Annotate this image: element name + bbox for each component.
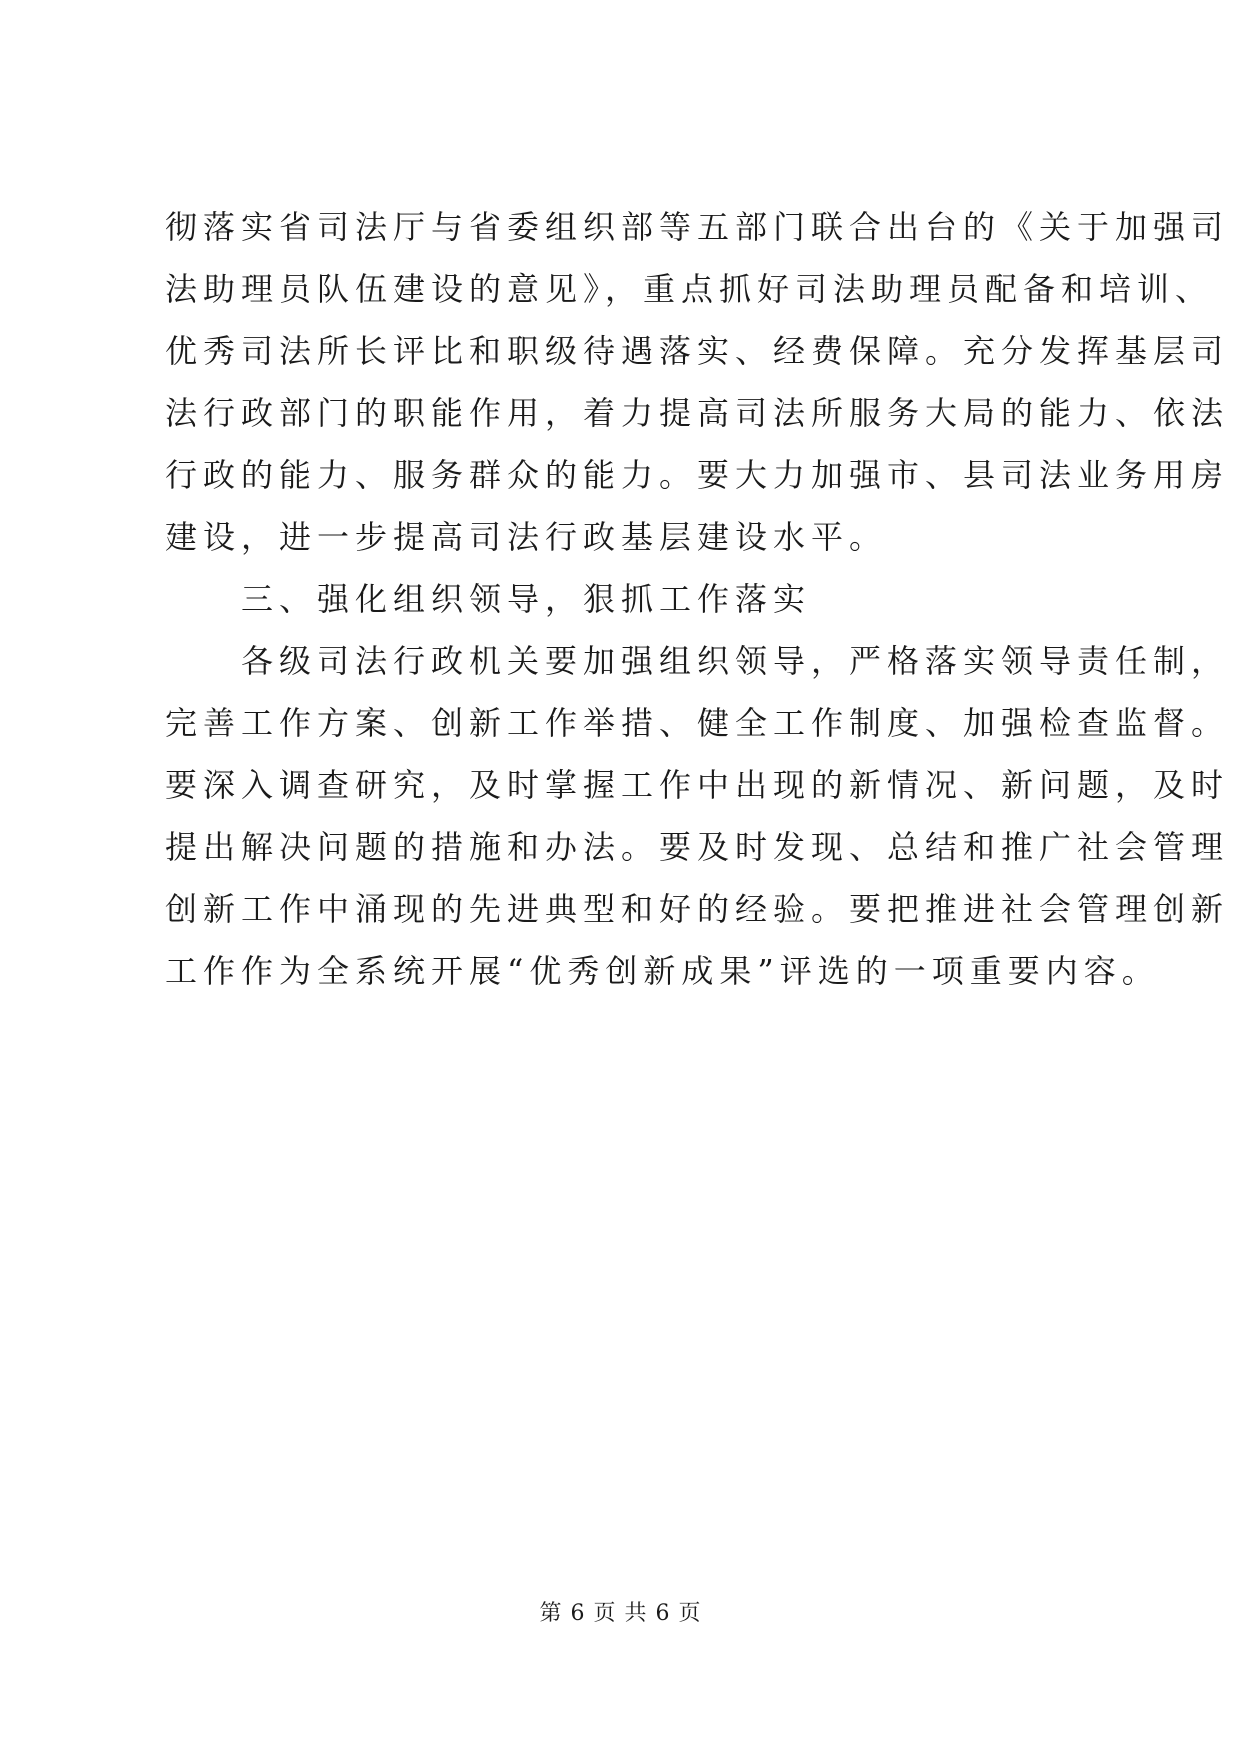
body-line: 完善工作方案、创新工作举措、健全工作制度、加强检查监督。: [165, 704, 1230, 742]
body-line: 法助理员队伍建设的意见》，重点抓好司法助理员配备和培训、: [165, 270, 1214, 308]
body-line: 法行政部门的职能作用，着力提高司法所服务大局的能力、依法: [165, 394, 1230, 432]
body-line: 建设，进一步提高司法行政基层建设水平。: [165, 518, 888, 556]
section-heading: 三、强化组织领导，狠抓工作落实: [165, 580, 812, 618]
body-line: 要深入调查研究，及时掌握工作中出现的新情况、新问题，及时: [165, 766, 1230, 804]
body-line: 行政的能力、服务群众的能力。要大力加强市、县司法业务用房: [165, 456, 1230, 494]
body-line: 工作作为全系统开展“优秀创新成果”评选的一项重要内容。: [165, 952, 1160, 990]
body-line: 提出解决问题的措施和办法。要及时发现、总结和推广社会管理: [165, 828, 1230, 866]
body-line: 各级司法行政机关要加强组织领导，严格落实领导责任制，: [165, 642, 1230, 680]
page-number-footer: 第 6 页 共 6 页: [539, 1601, 702, 1626]
body-line: 创新工作中涌现的先进典型和好的经验。要把推进社会管理创新: [165, 890, 1230, 928]
body-line: 优秀司法所长评比和职级待遇落实、经费保障。充分发挥基层司: [165, 332, 1230, 370]
body-line: 彻落实省司法厅与省委组织部等五部门联合出台的《关于加强司: [165, 208, 1230, 246]
document-body: [165, 196, 1230, 1002]
